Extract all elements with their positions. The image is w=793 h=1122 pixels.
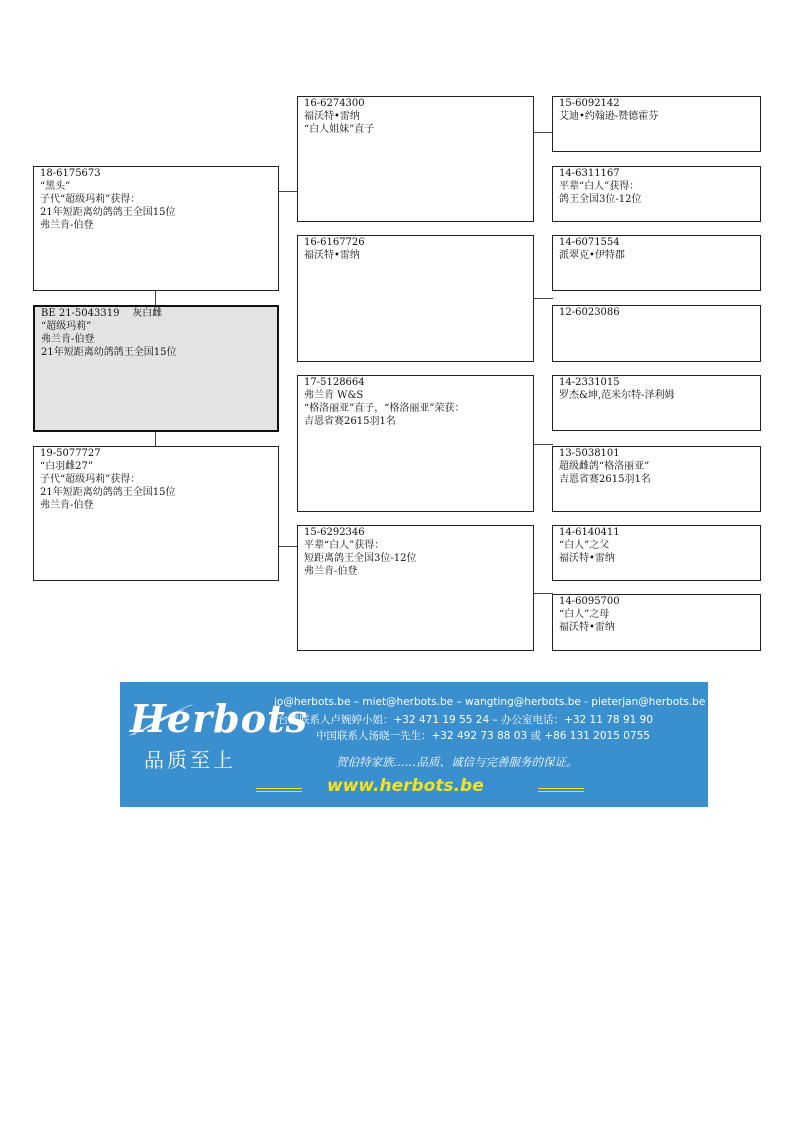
sire-dam-info-line: 福沃特•雷纳	[304, 250, 360, 261]
banner-rule-right	[538, 788, 584, 789]
ggp6-info-line: 吉恩省赛2615羽1名	[559, 474, 651, 485]
subject-info-line: 21年短距离幼鸽鸽王全国15位	[41, 347, 177, 358]
sire-ring-number: 18-6175673	[40, 168, 101, 179]
banner-guarantee: 贺伯特家族……品质、诚信与完善服务的保证。	[336, 755, 578, 769]
connector-gp4-ggp	[533, 593, 553, 594]
pedigree-ggp-box-5	[552, 375, 761, 431]
ggp8-info-line: 福沃特•雷纳	[559, 622, 615, 633]
ggp5-info-line: 罗杰&坤,范米尔特-泽利姆	[559, 390, 675, 401]
banner-china-contact: 中国联系人汤晓一先生：+32 492 73 88 03 或 +86 131 2015 0755	[316, 730, 650, 742]
ggp4-ring-number: 12-6023086	[559, 307, 620, 318]
banner-rule-left	[256, 788, 302, 789]
herbots-logo: Herbots	[130, 696, 308, 741]
dam-dam-info-line: 短距离鸽王全国3位-12位	[304, 553, 417, 564]
pedigree-dam-sire-box	[297, 375, 534, 512]
pedigree-sire-sire-box	[297, 96, 534, 222]
pedigree-sire-box	[33, 166, 279, 291]
herbots-banner	[120, 682, 708, 807]
ggp8-info-line: “白人”之母	[559, 609, 610, 620]
dam-sire-info-line: 弗兰肯 W&S	[304, 390, 364, 401]
connector-subject-dam	[155, 431, 156, 446]
pedigree-ggp-box-1	[552, 96, 761, 152]
pedigree-ggp-box-3	[552, 235, 761, 291]
ggp8-ring-number: 14-6095700	[559, 596, 620, 607]
pedigree-ggp-box-8	[552, 594, 761, 651]
connector-sire-grandparents	[278, 191, 298, 192]
dam-info-line: “白羽雌27”	[40, 461, 93, 472]
ggp2-info-line: 鸽王全国3位-12位	[559, 194, 642, 205]
banner-slogan: 品质至上	[144, 748, 236, 772]
sire-info-line: 21年短距离幼鸽鸽王全国15位	[40, 207, 176, 218]
ggp7-info-line: 福沃特•雷纳	[559, 553, 615, 564]
dam-ring-number: 19-5077727	[40, 448, 101, 459]
connector-gp1-ggp	[533, 132, 553, 133]
sire-dam-ring-number: 16-6167726	[304, 237, 365, 248]
ggp6-info-line: 超级雌鸽“格洛丽亚”	[559, 461, 650, 472]
ggp6-ring-number: 13-5038101	[559, 448, 620, 459]
ggp7-ring-number: 14-6140411	[559, 527, 620, 538]
connector-dam-grandparents	[278, 546, 298, 547]
sire-info-line: 子代“超级玛莉”获得：	[40, 194, 141, 205]
banner-emails: jo@herbots.be – miet@herbots.be – wangting@herbots.be - pieterjan@herbots.be	[274, 696, 706, 708]
connector-gp2-ggp	[533, 298, 553, 299]
dam-dam-info-line: 平辈“白人”获得：	[304, 540, 385, 551]
dam-info-line: 子代“超级玛莉”获得：	[40, 474, 141, 485]
dam-dam-info-line: 弗兰肯-伯登	[304, 566, 358, 577]
banner-rule-left	[256, 791, 302, 792]
subject-ring-number: BE 21-5043319	[41, 308, 120, 319]
dam-sire-info-line: “格洛丽亚”直子，“格洛丽亚”荣获：	[304, 403, 465, 414]
pedigree-ggp-box-6	[552, 446, 761, 512]
subject-color: 灰白雌	[132, 308, 163, 319]
dam-info-line: 21年短距离幼鸽鸽王全国15位	[40, 487, 176, 498]
ggp5-ring-number: 14-2331015	[559, 377, 620, 388]
pedigree-ggp-box-2	[552, 166, 761, 222]
pedigree-sire-dam-box	[297, 235, 534, 362]
ggp1-info-line: 艾迪•约翰逊-赞德霍芬	[559, 111, 659, 122]
ggp1-ring-number: 15-6092142	[559, 98, 620, 109]
sire-sire-ring-number: 16-6274300	[304, 98, 365, 109]
dam-sire-info-line: 吉恩省赛2615羽1名	[304, 416, 396, 427]
dam-info-line: 弗兰肯-伯登	[40, 500, 94, 511]
sire-info-line: “黑头”	[40, 181, 71, 192]
pedigree-subject-box	[33, 305, 279, 432]
subject-info-line: “超级玛莉”	[41, 321, 92, 332]
dam-sire-ring-number: 17-5128664	[304, 377, 365, 388]
sire-sire-info-line: 福沃特•雷纳	[304, 111, 360, 122]
pedigree-dam-box	[33, 446, 279, 581]
ggp3-ring-number: 14-6071554	[559, 237, 620, 248]
ggp2-info-line: 平辈“白人”获得：	[559, 181, 640, 192]
pedigree-dam-dam-box	[297, 525, 534, 651]
connector-sire-subject	[155, 290, 156, 305]
banner-website-link[interactable]: www.herbots.be	[327, 776, 484, 796]
ggp7-info-line: “白人”之父	[559, 540, 610, 551]
banner-taiwan-contact: 台湾联系人卢婉婷小姐：+32 471 19 55 24 – 办公室电话：+32 11 78 91 90	[278, 714, 654, 726]
connector-gp3-ggp	[533, 444, 553, 445]
sire-sire-info-line: “白人姐妹”直子	[304, 124, 375, 135]
sire-info-line: 弗兰肯-伯登	[40, 220, 94, 231]
pedigree-ggp-box-4	[552, 305, 761, 362]
ggp2-ring-number: 14-6311167	[559, 168, 620, 179]
ggp3-info-line: 派翠克•伊特郡	[559, 250, 625, 261]
subject-ring-line	[41, 307, 271, 320]
subject-info-line: 弗兰肯-伯登	[41, 334, 95, 345]
banner-rule-right	[538, 791, 584, 792]
pedigree-ggp-box-7	[552, 525, 761, 581]
dam-dam-ring-number: 15-6292346	[304, 527, 365, 538]
